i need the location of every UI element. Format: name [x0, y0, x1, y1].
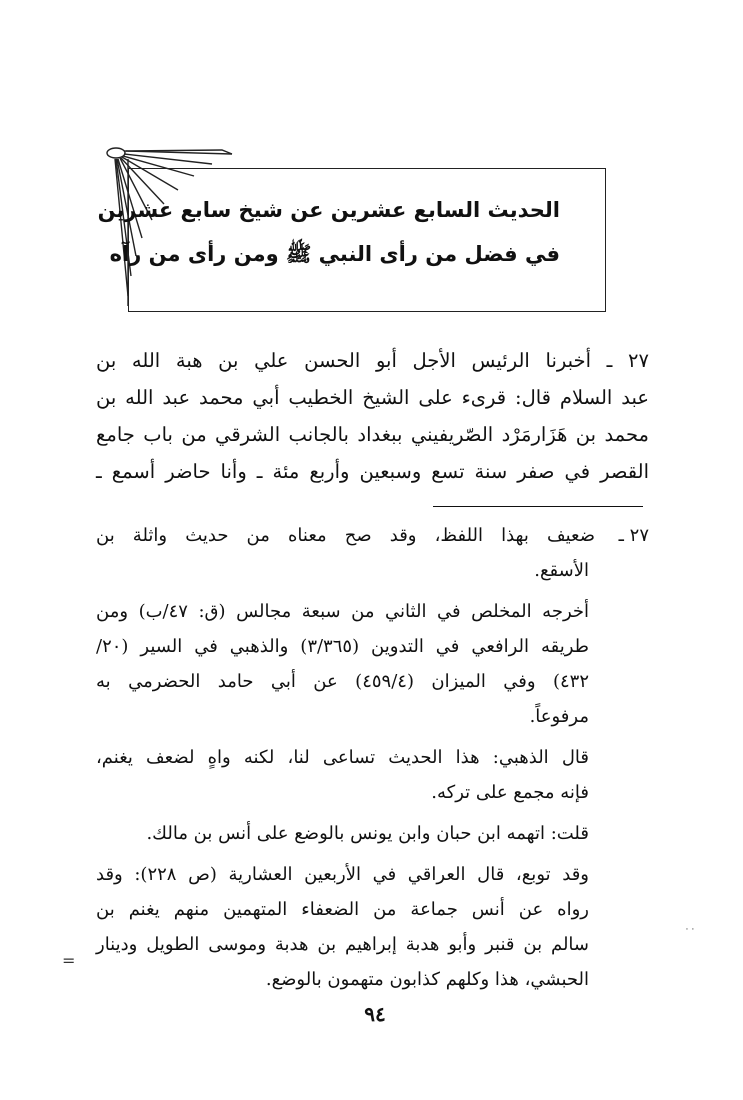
footnote-line: مرفوعاً. [529, 706, 589, 727]
heading-line-1: الحديث السابع عشرين عن شيخ سابع عشرين [97, 198, 560, 222]
footnote-paragraph [96, 594, 589, 734]
footnote-line: طريقه الرافعي في التدوين (٣/٣٦٥) والذهبي في السير (٢٠/ [96, 636, 589, 657]
footnote-line: قال الذهبي: هذا الحديث تساعى لنا، لكنه واهٍ لضعف يغنم، [96, 747, 589, 768]
footnote-heading [96, 518, 649, 553]
footnote-line: وقد توبع، قال العراقي في الأربعين العشارية (ص ٢٢٨): وقد [96, 864, 589, 885]
heading-line-2: في فضل من رأى النبي ﷺ ومن رأى من رآه [109, 242, 560, 266]
footnote-first-line: ضعيف بهذا اللفظ، وقد صح معناه من حديث واثلة بن [96, 525, 595, 546]
footnote-paragraph [96, 857, 589, 997]
main-text-line: محمد بن هَزَارمَرْد الصّريفيني ببغداد بالجانب الشرقي من باب جامع [96, 423, 649, 446]
footnote-line: رواه عن أنس جماعة من الضعفاء المتهمين منهم يغنم بن [96, 899, 589, 920]
footnote-line: فإنه مجمع على تركه. [431, 782, 589, 803]
main-text-line: عبد السلام قال: قرىء على الشيخ الخطيب أبي محمد عبد الله بن [96, 386, 649, 409]
footnote-line: الحبشي، هذا وكلهم كذابون متهمون بالوضع. [265, 969, 589, 990]
footnote-line: سالم بن قنبر وأبو هدبة إبراهيم بن هدبة وموسى الطويل ودينار [96, 934, 589, 955]
footnote-line: الأسقع. [534, 560, 589, 581]
footnote-paragraph [96, 740, 589, 810]
footnote-line: أخرجه المخلص في الثاني من سبعة مجالس (ق: ٤٧/ب) ومن [96, 601, 590, 622]
footnote-line: قلت: اتهمه ابن حبان وابن يونس بالوضع على أنس بن مالك. [146, 823, 589, 844]
main-text [96, 342, 649, 490]
footnote-paragraph [96, 816, 589, 851]
footnote-divider [433, 506, 643, 507]
page-number: ٩٤ [364, 1002, 386, 1026]
footnote-line: ٤٣٢) وفي الميزان (٤٥٩/٤) عن أبي حامد الحضرمي به [96, 671, 589, 692]
footnote-number: ٢٧ ـ [618, 525, 649, 546]
main-text-line: ٢٧ ـ أخبرنا الرئيس الأجل أبو الحسن علي بن هبة الله بن [96, 349, 649, 372]
margin-mark-left: = [62, 951, 76, 970]
margin-mark-right: ٠٠ [684, 922, 696, 935]
chapter-heading [97, 188, 560, 276]
main-text-line: القصر في صفر سنة تسع وسبعين وأربع مئة ـ وأنا حاضر أسمع ـ [96, 460, 649, 483]
footnotes [96, 518, 649, 997]
